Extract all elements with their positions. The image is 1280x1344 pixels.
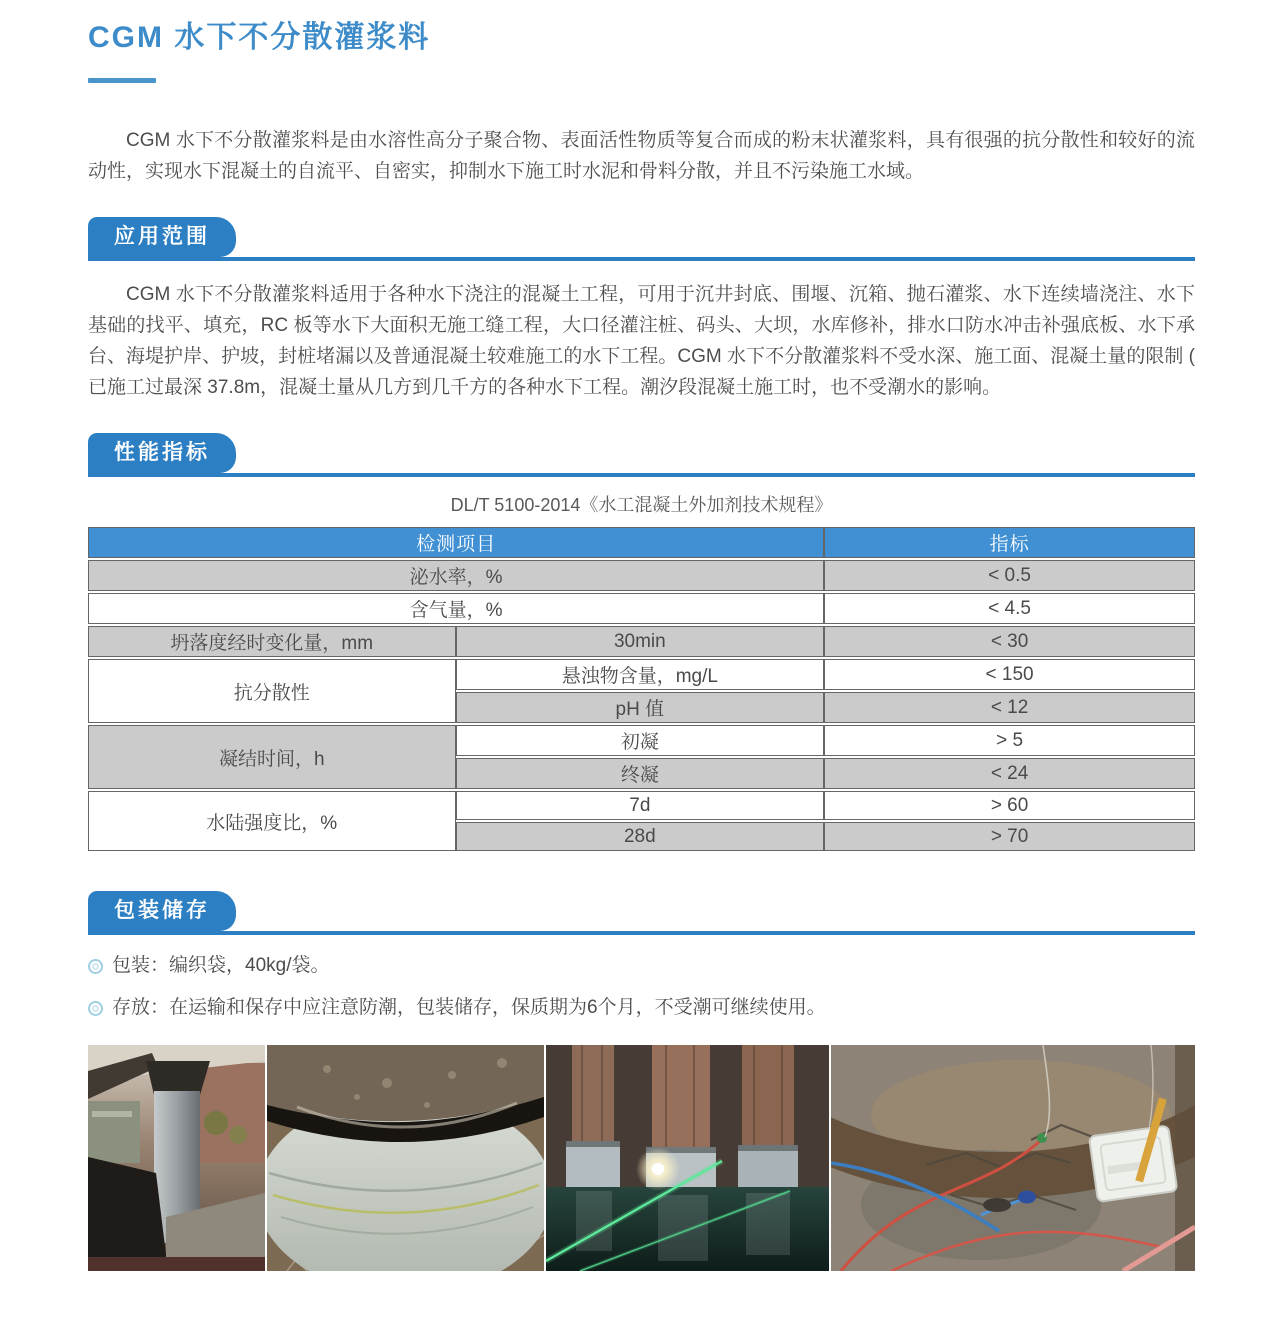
table-row	[88, 791, 1195, 820]
cell-air-item: 含气量，%	[88, 593, 824, 624]
double-ring-bullet-icon	[88, 959, 103, 974]
cell-setting-sub1: 初凝	[456, 725, 825, 756]
pile-base-illustration	[267, 1045, 544, 1271]
list-item	[88, 951, 1195, 981]
pier-column-illustration	[88, 1045, 265, 1271]
cell-setting-value2: < 24	[824, 758, 1195, 789]
cell-dispersion-value2: < 12	[824, 692, 1195, 723]
intro-paragraph: CGM 水下不分散灌浆料是由水溶性高分子聚合物、表面活性物质等复合而成的粉末状灌浆料，具有很强的抗分散性和较好的流动性，实现水下混凝土的自流平、自密实，抑制水下施工时水泥和骨料分散，并且不污染施工水域。	[88, 130, 1195, 182]
cell-slump-sub: 30min	[456, 626, 825, 657]
section-header-application	[88, 217, 1195, 261]
mud-pit-illustration	[831, 1045, 1195, 1271]
table-row	[88, 626, 1195, 657]
cell-setting-item: 凝结时间，h	[88, 725, 456, 789]
table-row	[88, 593, 1195, 624]
standard-reference: DL/T 5100-2014《水工混凝土外加剂技术规程》	[450, 495, 833, 515]
caisson-mud-pit-photo	[831, 1045, 1195, 1271]
project-photo-strip	[88, 1045, 1195, 1271]
application-paragraph: CGM 水下不分散灌浆料适用于各种水下浇注的混凝土工程，可用于沉井封底、围堰、沉箱、抛石灌浆、水下连续墙浇注、水下基础的找平、填充，RC 板等水下大面积无施工缝工程，大口径灌注桩、码头、大坝，水库修补，排水口防水冲击补强底板、水下承台、海堤护岸、护坡，封桩堵漏以及普通混凝土较难施工的水下工程。CGM 水下不分散灌浆料不受水深、施工面、混凝土量的限制 ( 已施工过最深 37.8m，混凝土量从几方到几千方的各种水下工程。潮汐段混凝土施工时，也不受潮水的影响。	[88, 284, 1195, 398]
title-underline	[88, 78, 156, 83]
cell-slump-item: 坍落度经时变化量，mm	[88, 626, 456, 657]
section-tab-application: 应用范围	[88, 217, 236, 257]
cell-dispersion-value1: < 150	[824, 659, 1195, 690]
pier-column-photo	[88, 1045, 265, 1271]
night-laser-piers-photo	[546, 1045, 829, 1271]
cell-dispersion-sub2: pH 值	[456, 692, 825, 723]
table-row	[88, 560, 1195, 591]
page-title: CGM 水下不分散灌浆料	[88, 21, 431, 54]
section-header-packaging	[88, 891, 1195, 935]
cell-strength-value1: > 60	[824, 791, 1195, 820]
cell-bleeding-value: < 0.5	[824, 560, 1195, 591]
section-tab-packaging: 包装储存	[88, 891, 236, 931]
cell-strength-sub2: 28d	[456, 822, 825, 851]
section-tab-performance: 性能指标	[88, 433, 236, 473]
cell-setting-sub2: 终凝	[456, 758, 825, 789]
cell-strength-item: 水陆强度比，%	[88, 791, 456, 851]
table-row	[88, 659, 1195, 690]
cell-slump-value: < 30	[824, 626, 1195, 657]
header-cell-item: 检测项目	[88, 527, 824, 558]
list-item	[88, 993, 1195, 1023]
table-header-row	[88, 527, 1195, 558]
performance-table	[88, 525, 1195, 853]
packaging-bullets	[88, 951, 1195, 1023]
cell-dispersion-item: 抗分散性	[88, 659, 456, 723]
table-row	[88, 725, 1195, 756]
night-laser-illustration	[546, 1045, 829, 1271]
header-cell-index: 指标	[824, 527, 1195, 558]
bullet-text: 包装：编织袋，40kg/袋。	[112, 955, 330, 976]
section-header-performance	[88, 433, 1195, 477]
double-ring-bullet-icon	[88, 1001, 103, 1016]
cell-strength-value2: > 70	[824, 822, 1195, 851]
cell-bleeding-item: 泌水率，%	[88, 560, 824, 591]
cell-dispersion-sub1: 悬浊物含量，mg/L	[456, 659, 825, 690]
cell-setting-value1: > 5	[824, 725, 1195, 756]
pile-base-closeup-photo	[267, 1045, 544, 1271]
bullet-text: 存放：在运输和保存中应注意防潮，包装储存，保质期为6个月，不受潮可继续使用。	[112, 997, 826, 1018]
cell-air-value: < 4.5	[824, 593, 1195, 624]
cell-strength-sub1: 7d	[456, 791, 825, 820]
